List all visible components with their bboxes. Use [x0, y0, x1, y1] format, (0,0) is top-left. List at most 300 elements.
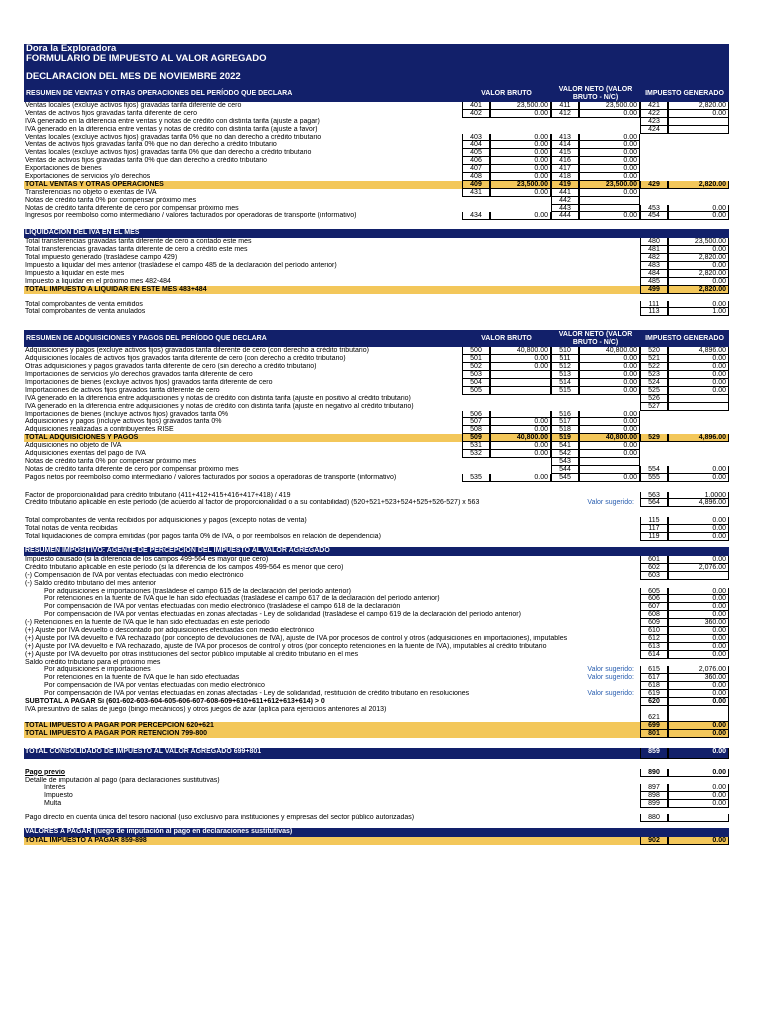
form-row [24, 800, 729, 808]
row-description: TOTAL IMPUESTO A PAGAR POR PERCEPCION 620+621 [25, 721, 214, 729]
empty-cell-bruto [462, 466, 551, 474]
field-code-902: 902 [640, 837, 668, 845]
row-description: Importaciones de servicios y/o derechos gravados tarifa diferente de cero [25, 371, 253, 379]
field-value-500: 40,800.00 [490, 347, 551, 355]
row-description: Multa [44, 800, 62, 808]
row-description: Adquisiciones locales de activos fijos gravados tarifa diferente de cero (con derecho a crédito tributario) [25, 355, 346, 363]
consolidado-row [24, 748, 729, 759]
row-description: Pago previo [25, 768, 66, 776]
field-value-525: 0.00 [668, 387, 729, 395]
row-description: Otras adquisiciones y pagos gravados tarifa diferente de cero (sin derecho a crédito tributario) [25, 363, 317, 371]
form-row [24, 682, 729, 690]
field-value-521: 0.00 [668, 355, 729, 363]
field-code-404: 404 [462, 141, 490, 149]
empty-cell-imp [640, 141, 729, 149]
row-description: IVA generado en la diferencia entre ventas y notas de crédito con distinta tarifa (ajuste a pagar) [25, 117, 320, 125]
row-description: Pagos netos por reembolso como intermediario / valores facturados por socios a operadoras de transporte (informativo) [25, 473, 397, 481]
field-code-422: 422 [640, 110, 668, 118]
form-row [24, 595, 729, 603]
row-description: Total comprobantes de venta recibidos por adquisiciones y pagos (excepto notas de venta) [25, 517, 307, 525]
field-value-859: 0.00 [668, 748, 729, 759]
liquidacion-header-label: LIQUIDACIÓN DEL IVA EN EL MES [25, 229, 140, 237]
field-code-509: 509 [462, 434, 490, 442]
field-value-414: 0.00 [579, 141, 640, 149]
total-row [24, 286, 729, 294]
field-value-509: 40,800.00 [490, 434, 551, 442]
field-value-526 [668, 395, 729, 403]
form-row [24, 308, 729, 316]
empty-cell-neto [551, 403, 640, 411]
field-value-606: 0.00 [668, 595, 729, 603]
row-description: (+) Ajuste por IVA devuelto por otras instituciones del sector público imputable al crédito tributario en el mes [25, 650, 359, 658]
field-code-405: 405 [462, 149, 490, 157]
suggested-value-label: Valor sugerido: [587, 674, 634, 682]
form-row [24, 238, 729, 246]
field-code-514: 514 [551, 379, 579, 387]
field-code-897: 897 [640, 784, 668, 792]
field-code-526: 526 [640, 395, 668, 403]
row-description: Por retenciones en la fuente de IVA que le han sido efectuadas [44, 674, 240, 682]
form-row [24, 442, 729, 450]
row-description: Ventas de activos fijos gravadas tarifa 0% que no dan derecho a crédito tributario [25, 141, 277, 149]
empty-cell-imp [640, 458, 729, 466]
empty-cell-neto [551, 395, 640, 403]
field-code-516: 516 [551, 411, 579, 419]
empty-cell-bruto [462, 395, 551, 403]
field-value-454: 0.00 [668, 212, 729, 220]
empty-cell-imp [640, 426, 729, 434]
field-code-609: 609 [640, 619, 668, 627]
field-value-453: 0.00 [668, 205, 729, 213]
adquisiciones-header-label: RESUMEN DE ADQUISICIONES Y PAGOS DEL PERÍODO QUE DECLARA [26, 334, 267, 342]
field-value-499: 2,820.00 [668, 286, 729, 294]
field-value-119: 0.00 [668, 533, 729, 541]
ventas-header-label: RESUMEN DE VENTAS Y OTRAS OPERACIONES DEL PERÍODO QUE DECLARA [26, 89, 293, 97]
empty-cell-bruto [462, 205, 551, 213]
empty-cell-bruto [462, 458, 551, 466]
field-code-541: 541 [551, 442, 579, 450]
row-description: Exportaciones de bienes [25, 165, 102, 173]
form-row [24, 525, 729, 533]
row-description: Total liquidaciones de compra emitidas (por pagos tarifa 0% de IVA, o por reembolsos en relación de dependencia) [25, 533, 381, 541]
field-code-555: 555 [640, 474, 668, 482]
impositivo-header-label: RESUMEN IMPOSITIVO: AGENTE DE PERCEPCIÓN DEL IMPUESTO AL VALOR AGREGADO [25, 546, 330, 554]
impositivo-header [24, 547, 729, 556]
form-row [24, 450, 729, 458]
total-row [24, 181, 729, 189]
field-code-407: 407 [462, 165, 490, 173]
form-row [24, 690, 729, 698]
field-code-542: 542 [551, 450, 579, 458]
row-description: Impuesto causado (si la diferencia de los campos 499-564 es mayor que cero) [25, 555, 269, 563]
form-body [24, 85, 729, 845]
field-value-510: 40,800.00 [579, 347, 640, 355]
field-value-503 [490, 371, 551, 379]
row-description: Adquisiciones exentas del pago de IVA [25, 449, 146, 457]
field-code-532: 532 [462, 450, 490, 458]
field-value-505 [490, 387, 551, 395]
form-row [24, 619, 729, 627]
field-code-890: 890 [640, 769, 668, 777]
field-code-607: 607 [640, 603, 668, 611]
form-row [24, 674, 729, 682]
field-value-481: 0.00 [668, 246, 729, 254]
field-code-520: 520 [640, 347, 668, 355]
row-description: (+) Ajuste por IVA devuelto e IVA rechazado, ajuste de IVA por procesos de control y otros (por concepto retenciones en la fuente de IVA), imputables al crédito tributario [25, 642, 547, 650]
field-value-607: 0.00 [668, 603, 729, 611]
form-row [24, 110, 729, 118]
field-value-434: 0.00 [490, 212, 551, 220]
field-value-890: 0.00 [668, 769, 729, 777]
form-row [24, 651, 729, 659]
field-code-502: 502 [462, 363, 490, 371]
field-code-503: 503 [462, 371, 490, 379]
row-description: (-) Saldo crédito tributario del mes anterior [25, 579, 157, 587]
field-value-542: 0.00 [579, 450, 640, 458]
liquidacion-header [24, 229, 729, 238]
field-code-511: 511 [551, 355, 579, 363]
field-value-406: 0.00 [490, 157, 551, 165]
field-code-512: 512 [551, 363, 579, 371]
detalle-row [24, 777, 729, 785]
row-description: Total transferencias gravadas tarifa diferente de cero a crédito este mes [25, 246, 248, 254]
empty-cell-imp [640, 165, 729, 173]
form-row [24, 643, 729, 651]
form-row [24, 411, 729, 419]
field-value-508: 0.00 [490, 426, 551, 434]
form-row [24, 165, 729, 173]
row-description: Adquisiciones y pagos (incluye activos fijos) gravados tarifa 0% [25, 418, 222, 426]
field-code-801: 801 [640, 730, 668, 738]
field-code-403: 403 [462, 134, 490, 142]
spacer [24, 507, 729, 517]
empty-cell [640, 777, 729, 785]
form-row [24, 403, 729, 411]
field-value-113: 1.00 [668, 308, 729, 316]
field-code-563: 563 [640, 492, 668, 500]
field-code-617: 617 [640, 674, 668, 682]
field-code-880: 880 [640, 814, 668, 822]
field-code-543: 543 [551, 458, 579, 466]
form-row [24, 499, 729, 507]
suggested-value-label: Valor sugerido: [587, 499, 634, 507]
field-value-401: 23,500.00 [490, 102, 551, 110]
field-code-529: 529 [640, 434, 668, 442]
row-description: Por compensación de IVA por ventas efectuadas con medio electrónico (trasládese el campo 618 de la declaración [44, 603, 401, 611]
form-row [24, 387, 729, 395]
field-code-605: 605 [640, 588, 668, 596]
field-value-563: 1.0000 [668, 492, 729, 500]
empty-cell-bruto [462, 118, 551, 126]
field-value-544 [579, 466, 640, 474]
field-value-419: 23,500.00 [579, 181, 640, 189]
field-value-413: 0.00 [579, 134, 640, 142]
spacer [24, 294, 729, 301]
row-description: Total comprobantes de venta emitidos [25, 300, 143, 308]
form-row [24, 270, 729, 278]
row-description: Factor de proporcionalidad para crédito tributario (411+412+415+416+417+418) / 419 [25, 491, 291, 499]
empty-cell-imp [640, 157, 729, 165]
field-value-620: 0.00 [668, 698, 729, 706]
field-code-406: 406 [462, 157, 490, 165]
form-row [24, 517, 729, 525]
field-value-404: 0.00 [490, 141, 551, 149]
field-code-525: 525 [640, 387, 668, 395]
empty-cell-imp [640, 134, 729, 142]
empty-cell-imp [640, 659, 729, 667]
pago-directo-row [24, 814, 729, 822]
field-code-414: 414 [551, 141, 579, 149]
valores-header [24, 828, 729, 837]
field-code-610: 610 [640, 627, 668, 635]
row-description: Transferencias no objeto o exentas de IVA [25, 188, 157, 196]
field-code-423: 423 [640, 118, 668, 126]
field-code-601: 601 [640, 556, 668, 564]
form-row [24, 197, 729, 205]
empty-cell-imp [640, 189, 729, 197]
field-code-618: 618 [640, 682, 668, 690]
field-code-554: 554 [640, 466, 668, 474]
field-value-615: 2,076.00 [668, 666, 729, 674]
form-row [24, 603, 729, 611]
spacer [24, 738, 729, 748]
pago-previo-row [24, 769, 729, 777]
row-description: Exportaciones de servicios y/o derechos [25, 173, 151, 181]
field-code-409: 409 [462, 181, 490, 189]
row-description: Ventas locales (excluye activos fijos) gravadas tarifa diferente de cero [25, 102, 242, 109]
field-value-514: 0.00 [579, 379, 640, 387]
field-value-507: 0.00 [490, 418, 551, 426]
row-description: Adquisiciones y pagos (excluye activos fijos) gravados tarifa diferente de cero (con derecho a crédito tributario) [25, 347, 369, 355]
field-value-602: 2,076.00 [668, 564, 729, 572]
field-code-481: 481 [640, 246, 668, 254]
field-code-603: 603 [640, 572, 668, 580]
presuntivo-row [24, 706, 729, 722]
field-value-610: 0.00 [668, 627, 729, 635]
field-value-605: 0.00 [668, 588, 729, 596]
form-row [24, 355, 729, 363]
spacer [24, 482, 729, 492]
field-value-608: 0.00 [668, 611, 729, 619]
field-value-415: 0.00 [579, 149, 640, 157]
field-value-111: 0.00 [668, 301, 729, 309]
field-code-418: 418 [551, 173, 579, 181]
form-row [24, 458, 729, 466]
col-valor-bruto: VALOR BRUTO [481, 334, 532, 342]
form-row [24, 627, 729, 635]
field-code-508: 508 [462, 426, 490, 434]
field-code-480: 480 [640, 238, 668, 246]
field-code-899: 899 [640, 800, 668, 808]
field-value-513: 0.00 [579, 371, 640, 379]
field-code-620: 620 [640, 698, 668, 706]
form-row [24, 149, 729, 157]
row-description: IVA presuntivo de salas de juego (bingo mecánicos) y otros juegos de azar (aplica para ejercicios anteriores al 2013) [25, 705, 387, 713]
empty-cell-imp [640, 580, 729, 588]
row-description: (+) Ajuste por IVA devuelto e IVA rechazado (por concepto de devoluciones de IVA), ajuste de IVA por procesos de control y otros (adquisiciones en importaciones), imputables [25, 634, 568, 642]
field-code-413: 413 [551, 134, 579, 142]
form-row [24, 254, 729, 262]
field-value-405: 0.00 [490, 149, 551, 157]
field-code-484: 484 [640, 270, 668, 278]
field-code-417: 417 [551, 165, 579, 173]
field-code-531: 531 [462, 442, 490, 450]
ventas-header [24, 85, 729, 102]
form-row [24, 466, 729, 474]
col-impuesto: IMPUESTO GENERADO [645, 89, 724, 97]
form-row [24, 278, 729, 286]
form-row [24, 157, 729, 165]
field-code-500: 500 [462, 347, 490, 355]
field-value-517: 0.00 [579, 418, 640, 426]
field-code-504: 504 [462, 379, 490, 387]
field-code-608: 608 [640, 611, 668, 619]
row-description: Notas de crédito tarifa diferente de cero por compensar próximo mes [25, 204, 239, 212]
spacer [24, 759, 729, 769]
empty-cell-imp [640, 197, 729, 205]
field-code-441: 441 [551, 189, 579, 197]
field-value-483: 0.00 [668, 262, 729, 270]
row-description: Por adquisiciones e importaciones [44, 666, 151, 674]
field-value-899: 0.00 [668, 800, 729, 808]
suggested-value-label: Valor sugerido: [587, 666, 634, 674]
field-value-442 [579, 197, 640, 205]
row-description: TOTAL CONSOLIDADO DE IMPUESTO AL VALOR AGREGADO 699+801 [25, 747, 262, 755]
form-row [24, 347, 729, 355]
form-row [24, 141, 729, 149]
field-value-614: 0.00 [668, 651, 729, 659]
field-value-897: 0.00 [668, 784, 729, 792]
row-description: TOTAL VENTAS Y OTRAS OPERACIONES [25, 180, 164, 188]
field-code-416: 416 [551, 157, 579, 165]
adquisiciones-header [24, 330, 729, 347]
row-description: Importaciones de bienes (incluye activos fijos) gravados tarifa 0% [25, 410, 229, 418]
field-value-117: 0.00 [668, 525, 729, 533]
field-value-416: 0.00 [579, 157, 640, 165]
empty-cell-neto [551, 118, 640, 126]
field-code-412: 412 [551, 110, 579, 118]
row-description: Por adquisiciones e importaciones (trasládese el campo 615 de la declaración del período anterior) [44, 587, 352, 595]
field-code-499: 499 [640, 286, 668, 294]
field-value-407: 0.00 [490, 165, 551, 173]
row-description: Por compensación de IVA por ventas efectuadas en zonas afectadas - Ley de solidaridad, restitución de crédito tributario en resoluciones [44, 690, 470, 698]
row-description: Detalle de imputación al pago (para declaraciones sustitutivas) [25, 776, 220, 784]
field-code-898: 898 [640, 792, 668, 800]
field-value-699: 0.00 [668, 722, 729, 730]
row-description: Crédito tributario aplicable en este período (si la diferencia de los campos 499-564 es menor que cero) [25, 563, 344, 571]
row-description: Total transferencias gravadas tarifa diferente de cero a contado este mes [25, 238, 252, 246]
field-code-454: 454 [640, 212, 668, 220]
field-value-554: 0.00 [668, 466, 729, 474]
field-code-699: 699 [640, 722, 668, 730]
row-description: Ingresos por reembolso como intermediario / valores facturados por operadoras de transporte (informativo) [25, 212, 357, 220]
field-code-523: 523 [640, 371, 668, 379]
field-value-429: 2,820.00 [668, 181, 729, 189]
field-code-408: 408 [462, 173, 490, 181]
field-value-564: 4,896.00 [668, 499, 729, 507]
form-row [24, 205, 729, 213]
empty-cell-imp [640, 442, 729, 450]
iva-form-sheet [24, 44, 729, 845]
row-description: (-) Retenciones en la fuente de IVA que le han sido efectuadas en este período [25, 619, 270, 627]
form-row [24, 564, 729, 572]
field-code-424: 424 [640, 126, 668, 134]
field-value-880 [668, 814, 729, 822]
row-description: Adquisiciones no objeto de IVA [25, 442, 122, 450]
form-row [24, 792, 729, 800]
field-code-506: 506 [462, 411, 490, 419]
field-code-507: 507 [462, 418, 490, 426]
field-code-614: 614 [640, 651, 668, 659]
field-code-421: 421 [640, 102, 668, 110]
col-valor-bruto: VALOR BRUTO [481, 89, 532, 97]
row-description: Notas de crédito tarifa 0% por compensar próximo mes [25, 457, 197, 465]
field-code-522: 522 [640, 363, 668, 371]
field-code-544: 544 [551, 466, 579, 474]
field-value-612: 0.00 [668, 635, 729, 643]
field-value-902: 0.00 [668, 837, 729, 845]
field-code-501: 501 [462, 355, 490, 363]
empty-cell-bruto [462, 197, 551, 205]
field-value-482: 2,820.00 [668, 254, 729, 262]
field-value-529: 4,896.00 [668, 434, 729, 442]
form-row [24, 588, 729, 596]
field-value-115: 0.00 [668, 517, 729, 525]
row-description: Impuesto a liquidar en este mes [25, 269, 125, 277]
row-description: Por compensación de IVA por ventas efectuadas en zonas afectadas - Ley de solidaridad (trasládese el campo 619 de la declaración del período anterior) [44, 611, 521, 619]
field-value-543 [579, 458, 640, 466]
field-code-431: 431 [462, 189, 490, 197]
form-row [24, 474, 729, 482]
row-description: Pago directo en cuenta única del tesoro nacional (uso exclusivo para instituciones y empresas del sector público autorizadas) [25, 814, 415, 822]
row-description: Impuesto a liquidar del mes anterior (trasládese el campo 485 de la declaración del período anterior) [25, 262, 337, 270]
field-value-601: 0.00 [668, 556, 729, 564]
row-description: Total comprobantes de venta anulados [25, 308, 146, 316]
field-value-518: 0.00 [579, 426, 640, 434]
form-row [24, 189, 729, 197]
form-row [24, 659, 729, 667]
form-row [24, 262, 729, 270]
field-code-535: 535 [462, 474, 490, 482]
field-code-518: 518 [551, 426, 579, 434]
row-description: TOTAL IMPUESTO A PAGAR 859-898 [25, 837, 147, 845]
field-value-418: 0.00 [579, 173, 640, 181]
field-code-510: 510 [551, 347, 579, 355]
field-code-419: 419 [551, 181, 579, 189]
row-description: (-) Compensación de IVA por ventas efectuadas con medio electrónico [25, 571, 244, 579]
field-value-545: 0.00 [579, 474, 640, 482]
empty-cell-bruto [462, 403, 551, 411]
row-description: TOTAL IMPUESTO A LIQUIDAR EN ESTE MES 483+484 [25, 285, 207, 293]
field-code-619: 619 [640, 690, 668, 698]
field-code-859: 859 [640, 748, 668, 759]
field-code-505: 505 [462, 387, 490, 395]
row-description: IVA generado en la diferencia entre adquisiciones y notas de crédito con distinta tarifa (ajuste en positivo al crédito tributario) [25, 394, 411, 402]
form-row [24, 126, 729, 134]
form-row [24, 580, 729, 588]
field-value-444: 0.00 [579, 212, 640, 220]
field-value-423 [668, 118, 729, 126]
field-value-801: 0.00 [668, 730, 729, 738]
field-code-482: 482 [640, 254, 668, 262]
row-description: TOTAL IMPUESTO A PAGAR POR RETENCIÓN 799-800 [25, 729, 208, 737]
row-description: Saldo crédito tributario para el próximo mes [25, 658, 161, 666]
company-name: Dora la Exploradora [24, 44, 729, 54]
form-row [24, 784, 729, 792]
form-row [24, 301, 729, 309]
field-value-520: 4,896.00 [668, 347, 729, 355]
field-value-519: 40,800.00 [579, 434, 640, 442]
